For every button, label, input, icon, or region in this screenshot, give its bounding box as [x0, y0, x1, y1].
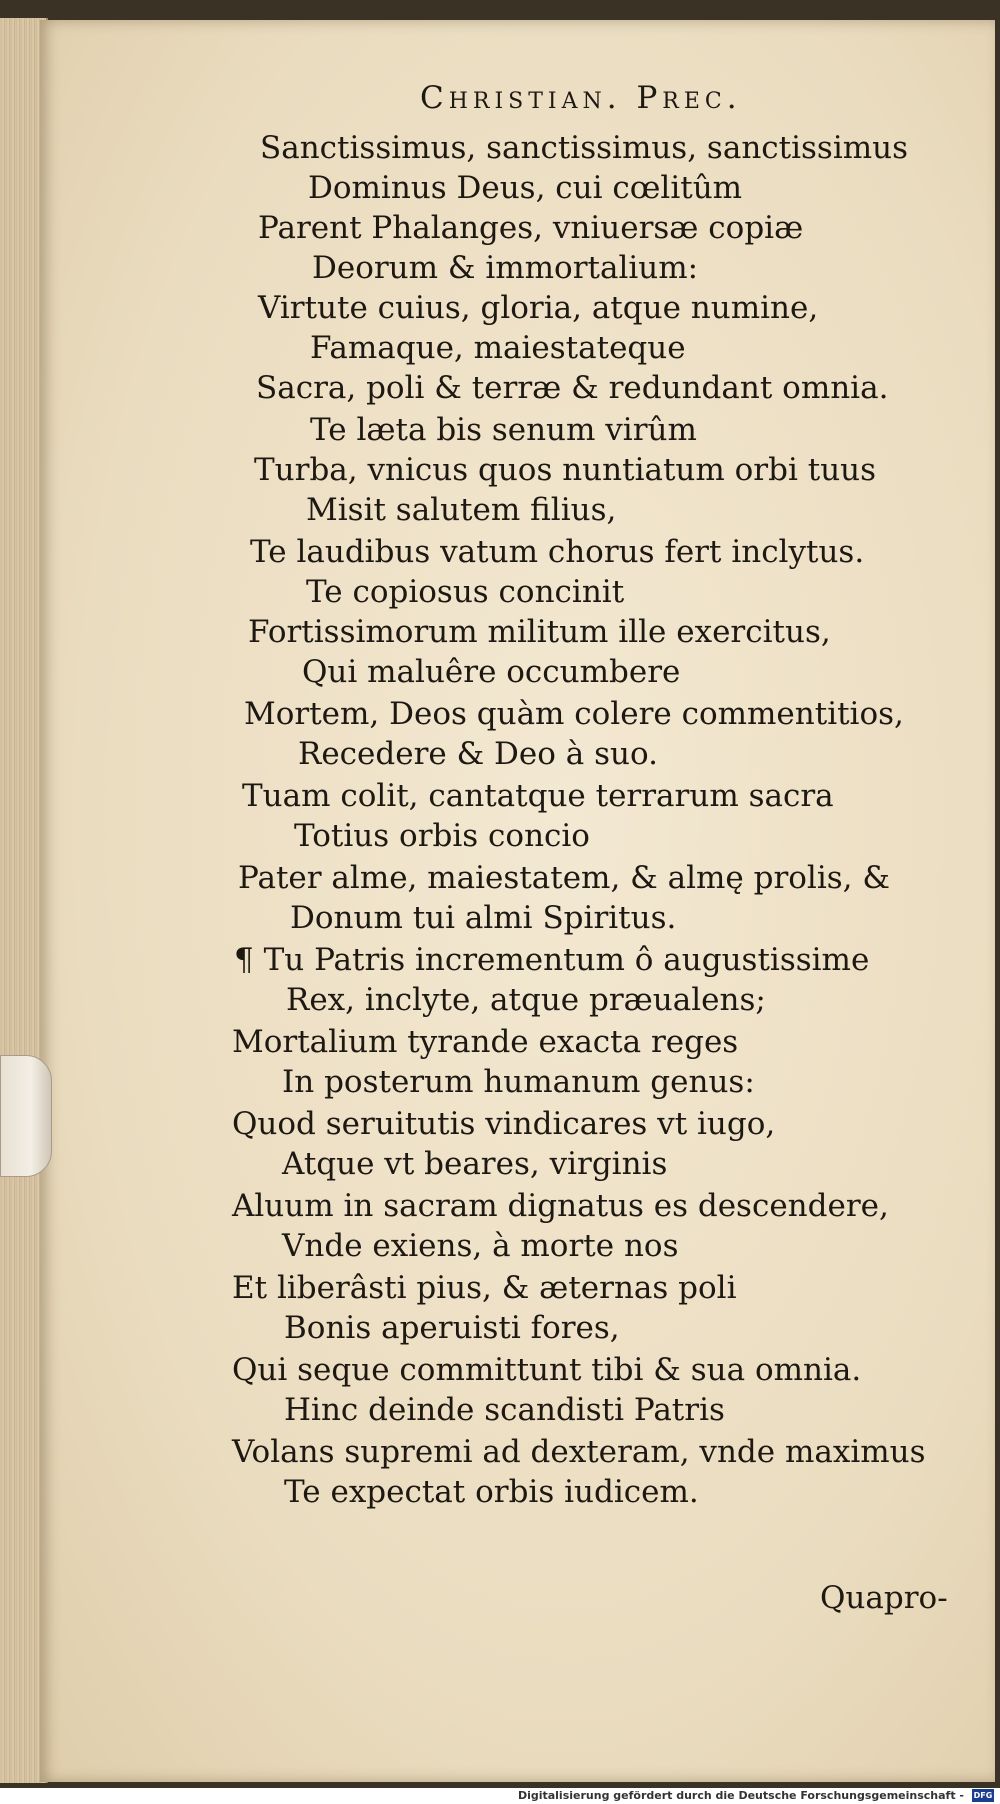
verse-line: Parent Phalanges, vniuersæ copiæ [258, 210, 804, 246]
verse-line: Misit salutem filius, [306, 492, 617, 528]
catchword: Quapro- [820, 1580, 948, 1616]
dfg-logo: DFG [973, 1791, 993, 1800]
verse-line: Sacra, poli & terræ & redundant omnia. [256, 370, 889, 406]
bookmark-tab [0, 1055, 52, 1177]
verse-line: Volans supremi ad dexteram, vnde maximus [232, 1434, 926, 1470]
verse-line: Donum tui almi Spiritus. [290, 900, 677, 936]
verse-line: Quod seruitutis vindicares vt iugo, [232, 1106, 776, 1142]
verse-line: Mortalium tyrande exacta reges [232, 1024, 739, 1060]
verse-line: Dominus Deus, cui cœlitûm [308, 170, 743, 206]
verse-line: Aluum in sacram dignatus es descendere, [232, 1188, 889, 1224]
verse-line: Tuam colit, cantatque terrarum sacra [242, 778, 834, 814]
verse-line: Rex, inclyte, atque præualens; [286, 982, 766, 1018]
verse-line: Et liberâsti pius, & æternas poli [232, 1270, 737, 1306]
verse-line: Te laudibus vatum chorus fert inclytus. [250, 534, 865, 570]
verse-line: Qui maluêre occumbere [302, 654, 681, 690]
verse-line: Te copiosus concinit [306, 574, 625, 610]
verse-line: Vnde exiens, à morte nos [282, 1228, 679, 1264]
verse-line: Te læta bis senum virûm [310, 412, 697, 448]
verse-line: In posterum humanum genus: [282, 1064, 755, 1100]
running-header: Christian. Prec. [420, 80, 742, 116]
verse-line: Atque vt beares, virginis [282, 1146, 668, 1182]
verse-line: Hinc deinde scandisti Patris [284, 1392, 725, 1428]
verse-line: Te expectat orbis iudicem. [284, 1474, 699, 1510]
verse-line: Qui seque committunt tibi & sua omnia. [232, 1352, 862, 1388]
verse-line: Mortem, Deos quàm colere commentitios, [244, 696, 904, 732]
verse-line: Bonis aperuisti fores, [284, 1310, 620, 1346]
verse-line: Turba, vnicus quos nuntiatum orbi tuus [254, 452, 877, 488]
verse-line: ¶ Tu Patris incrementum ô augustissime [234, 942, 870, 978]
verse-line: Famaque, maiestateque [310, 330, 686, 366]
verse-line: Fortissimorum militum ille exercitus, [248, 614, 831, 650]
verse-line: Virtute cuius, gloria, atque numine, [258, 290, 819, 326]
verse-line: Totius orbis concio [294, 818, 590, 854]
verse-line: Recedere & Deo à suo. [298, 736, 658, 772]
verse-line: Pater alme, maiestatem, & almę prolis, & [238, 860, 890, 896]
verse-line: Sanctissimus, sanctissimus, sanctissimus [260, 130, 909, 166]
digitization-credit: Digitalisierung gefördert durch die Deutsche Forschungsgemeinschaft - [517, 1789, 964, 1802]
verse-line: Deorum & immortalium: [312, 250, 699, 286]
